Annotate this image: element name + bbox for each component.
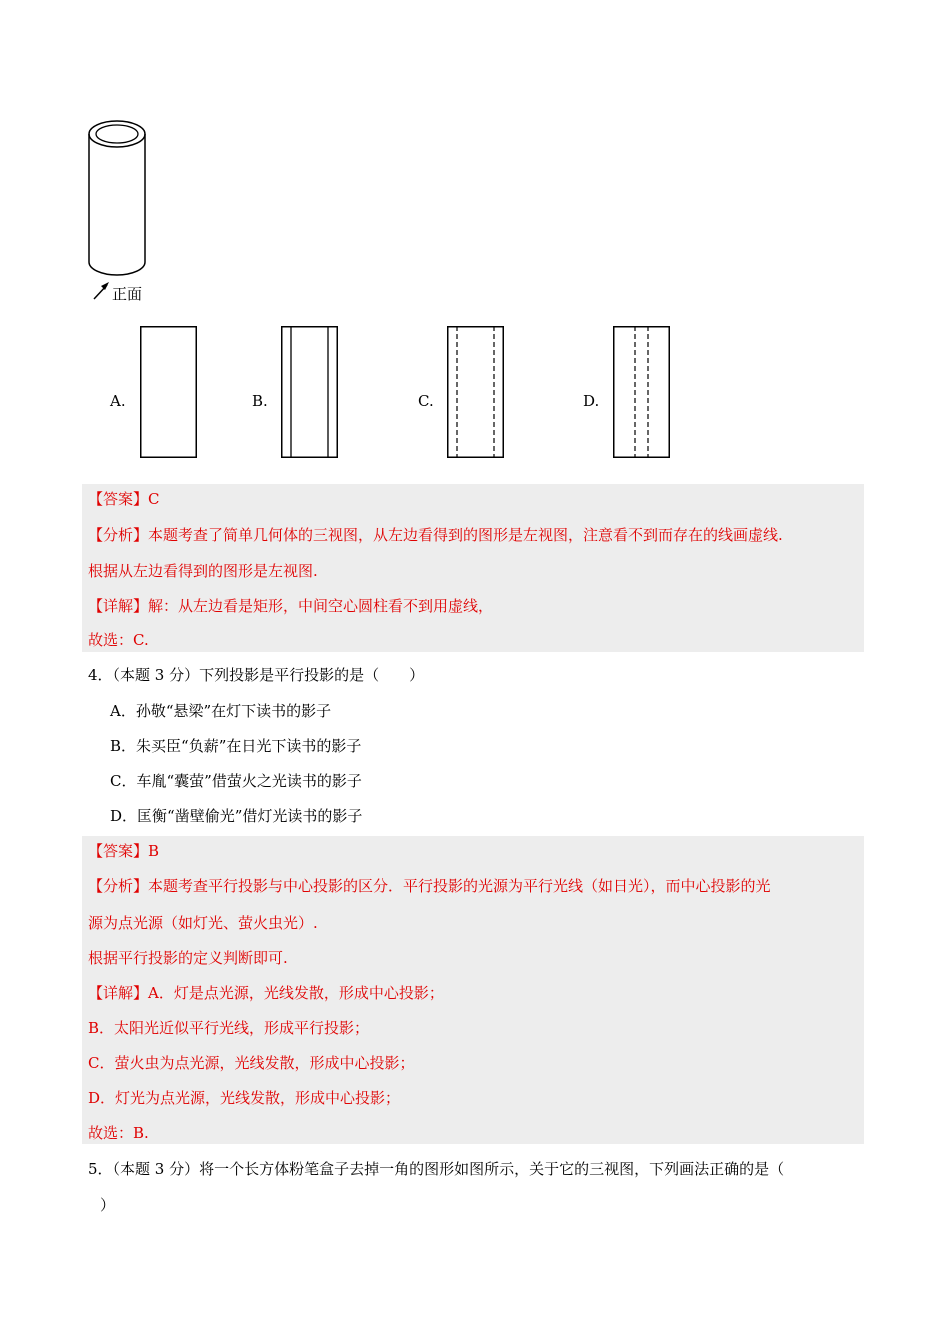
q3-solution-box <box>82 484 864 652</box>
q4-detail-line-3: C．萤火虫为点光源，光线发散，形成中心投影； <box>88 1054 415 1072</box>
option-b-rectangle <box>281 326 338 458</box>
q4-option-c: C．车胤“囊萤”借萤火之光读书的影子 <box>110 772 362 790</box>
q3-answer-line: 【答案】C <box>88 490 160 508</box>
q4-detail-line-1: 【详解】A．灯是点光源，光线发散，形成中心投影； <box>88 984 444 1002</box>
front-label: 正面 <box>112 285 143 303</box>
option-d-rectangle <box>613 326 670 458</box>
q4-option-b: B．朱买臣“负薪”在日光下读书的影子 <box>110 737 362 755</box>
q4-analysis-line-3: 根据平行投影的定义判断即可. <box>88 949 288 967</box>
option-c-rectangle <box>447 326 504 458</box>
hollow-cylinder-figure <box>80 110 160 310</box>
q4-conclusion: 故选：B. <box>88 1124 149 1142</box>
q4-detail-line-4: D．灯光为点光源，光线发散，形成中心投影； <box>88 1089 401 1107</box>
option-a-letter: A. <box>110 392 126 410</box>
option-c-letter: C. <box>418 392 434 410</box>
q3-detail-line: 【详解】解：从左边看是矩形，中间空心圆柱看不到用虚线， <box>88 597 494 615</box>
q4-stem: 4．（本题 3 分）下列投影是平行投影的是（ ） <box>88 666 425 684</box>
option-d-letter: D. <box>583 392 600 410</box>
option-b-letter: B. <box>252 392 268 410</box>
q4-analysis-line-1: 【分析】本题考查平行投影与中心投影的区分．平行投影的光源为平行光线（如日光），而中心投影的光 <box>88 877 771 895</box>
q4-solution-box <box>82 836 864 1144</box>
q4-option-a: A．孙敬“悬梁”在灯下读书的影子 <box>110 702 332 720</box>
option-a-rectangle <box>140 326 197 458</box>
q4-option-d: D．匡衡“凿壁偷光”借灯光读书的影子 <box>110 807 363 825</box>
q3-conclusion: 故选：C. <box>88 631 149 649</box>
q3-analysis-line-2: 根据从左边看得到的图形是左视图. <box>88 562 318 580</box>
q4-detail-line-2: B．太阳光近似平行光线，形成平行投影； <box>88 1019 370 1037</box>
q3-analysis-line-1: 【分析】本题考查了简单几何体的三视图，从左边看得到的图形是左视图，注意看不到而存在的线画虚线. <box>88 526 783 544</box>
q4-answer-line: 【答案】B <box>88 842 160 860</box>
q4-analysis-line-2: 源为点光源（如灯光、萤火虫光）. <box>88 914 318 932</box>
q5-stem-line-1: 5．（本题 3 分）将一个长方体粉笔盒子去掉一角的图形如图所示，关于它的三视图，下列画法正确的是（ <box>88 1160 785 1178</box>
q5-stem-line-2: ） <box>100 1196 116 1214</box>
